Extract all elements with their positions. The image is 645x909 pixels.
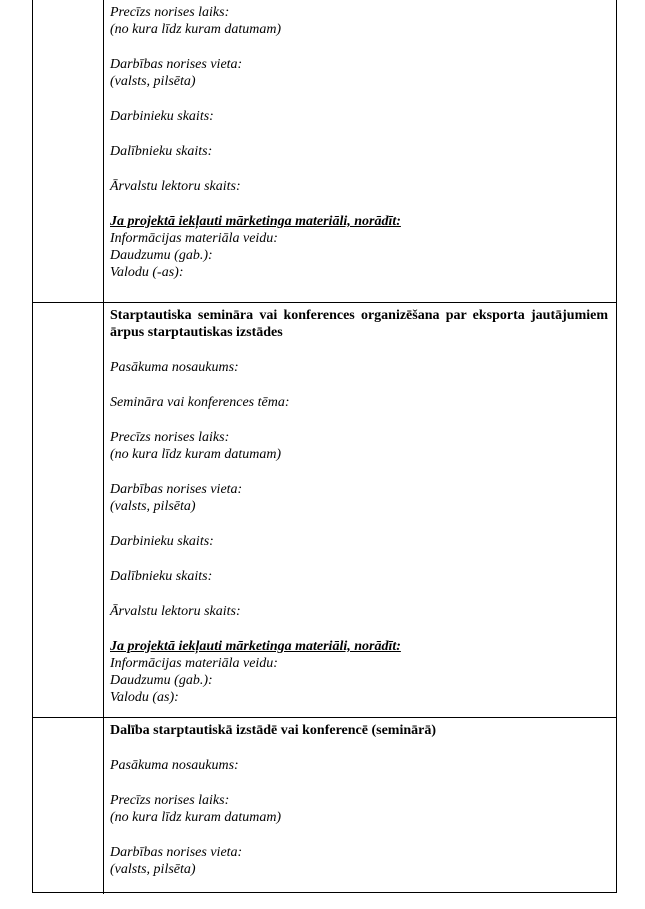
table-row	[33, 0, 616, 302]
lecturers-label: Ārvalstu lektoru skaits:	[110, 604, 241, 619]
form-table	[32, 0, 617, 893]
marketing-heading: Ja projektā iekļauti mārketinga materiāli, norādīt:	[110, 214, 401, 229]
event-name-label: Pasākuma nosaukums:	[110, 758, 239, 773]
time-hint: (no kura līdz kuram datumam)	[110, 810, 282, 825]
place-hint: (valsts, pilsēta)	[110, 74, 196, 89]
languages-label: Valodu (-as):	[110, 265, 184, 280]
place-label: Darbības norises vieta:	[110, 845, 243, 860]
row-number-cell	[33, 0, 104, 302]
section-title: Dalība starptautiskā izstādē vai konferencē (seminārā)	[110, 723, 436, 738]
section-title: Starptautiska semināra vai konferences organizēšana par eksporta jautājumiem ārpus starptautiskas izstādes	[110, 308, 608, 340]
participants-label: Dalībnieku skaits:	[110, 569, 213, 584]
languages-label: Valodu (as):	[110, 690, 179, 705]
info-type-label: Informācijas materiāla veidu:	[110, 656, 278, 671]
time-label: Precīzs norises laiks:	[110, 430, 230, 445]
event-name-label: Pasākuma nosaukums:	[110, 360, 239, 375]
quantity-label: Daudzumu (gab.):	[110, 248, 213, 263]
employees-label: Darbinieku skaits:	[110, 109, 214, 124]
quantity-label: Daudzumu (gab.):	[110, 673, 213, 688]
row-content-cell	[104, 0, 616, 302]
row-content-cell	[104, 303, 616, 718]
table-row	[33, 717, 616, 894]
time-label: Precīzs norises laiks:	[110, 5, 230, 20]
time-hint: (no kura līdz kuram datumam)	[110, 447, 282, 462]
lecturers-label: Ārvalstu lektoru skaits:	[110, 179, 241, 194]
employees-label: Darbinieku skaits:	[110, 534, 214, 549]
place-label: Darbības norises vieta:	[110, 482, 243, 497]
marketing-heading: Ja projektā iekļauti mārketinga materiāli, norādīt:	[110, 639, 401, 654]
participants-label: Dalībnieku skaits:	[110, 144, 213, 159]
table-row	[33, 302, 616, 718]
time-hint: (no kura līdz kuram datumam)	[110, 22, 282, 37]
row-number-cell	[33, 303, 104, 718]
place-hint: (valsts, pilsēta)	[110, 499, 196, 514]
row-number-cell	[33, 718, 104, 894]
topic-label: Semināra vai konferences tēma:	[110, 395, 290, 410]
info-type-label: Informācijas materiāla veidu:	[110, 231, 278, 246]
row-content-cell	[104, 718, 616, 894]
place-label: Darbības norises vieta:	[110, 57, 243, 72]
time-label: Precīzs norises laiks:	[110, 793, 230, 808]
place-hint: (valsts, pilsēta)	[110, 862, 196, 877]
